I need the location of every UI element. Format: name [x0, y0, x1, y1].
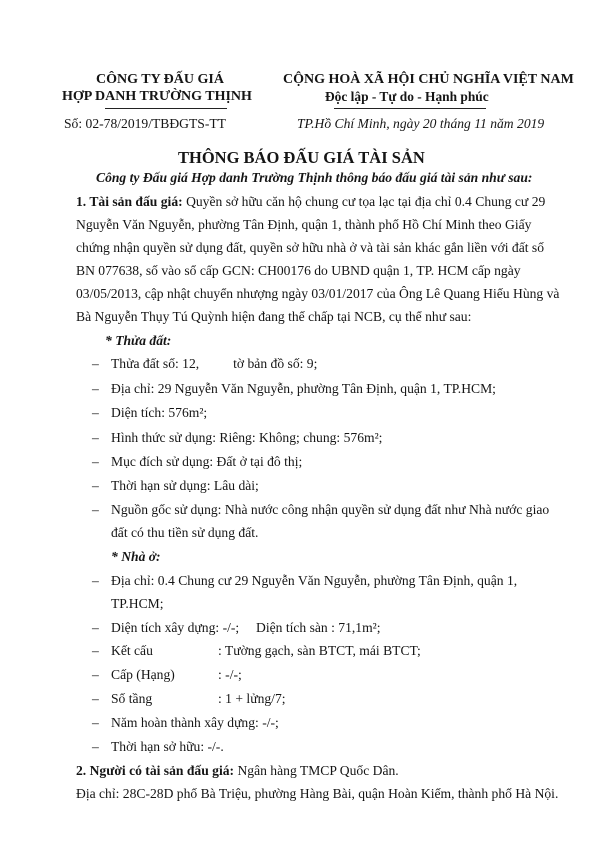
company-name-line2: HỢP DANH TRƯỜNG THỊNH [62, 89, 252, 104]
document-title: THÔNG BÁO ĐẤU GIÁ TÀI SẢN [178, 148, 425, 167]
section-1-line: chứng nhận quyền sử dụng đất, quyền sở hữu nhà ở và tài sản khác gắn liền với đất số [76, 240, 545, 255]
house-floors-value: : 1 + lửng/7; [218, 691, 286, 706]
bullet-dash: – [92, 691, 99, 706]
house-floors-label: Số tầng [111, 691, 153, 706]
bullet-dash: – [92, 405, 99, 420]
land-item: Thời hạn sử dụng: Lâu dài; [111, 478, 259, 493]
house-address: Địa chỉ: 0.4 Chung cư 29 Nguyễn Văn Nguyễn, phường Tân Định, quận 1, [111, 573, 518, 588]
section-2-line [76, 763, 399, 779]
bullet-dash: – [92, 356, 99, 371]
section-1-line: Bà Nguyễn Thụy Tú Quỳnh hiện đang thế chấp tại NCB, cụ thể như sau: [76, 309, 472, 324]
land-item: Diện tích: 576m²; [111, 405, 208, 420]
land-item: Nguồn gốc sử dụng: Nhà nước công nhận quyền sử dụng đất như Nhà nước giao [111, 502, 550, 517]
section-1-line: Nguyễn Văn Nguyễn, phường Tân Định, quận 1, thành phố Hồ Chí Minh theo Giấy [76, 217, 532, 232]
company-name-line1: CÔNG TY ĐẤU GIÁ [96, 72, 224, 87]
house-year-built: Năm hoàn thành xây dựng: -/-; [111, 715, 279, 730]
land-heading: * Thửa đất: [105, 333, 172, 348]
motto-underline [334, 108, 486, 109]
house-ownership-term: Thời hạn sở hữu: -/-. [111, 739, 224, 754]
bullet-dash: – [92, 381, 99, 396]
bullet-dash: – [92, 573, 99, 588]
bullet-dash: – [92, 454, 99, 469]
bullet-dash: – [92, 478, 99, 493]
land-item: Thửa đất số: 12, tờ bản đồ số: 9; [111, 356, 318, 371]
house-floor-area: Diện tích sàn : 71,1m²; [256, 620, 381, 635]
house-address-continued: TP.HCM; [111, 596, 164, 611]
land-item: Hình thức sử dụng: Riêng: Không; chung: 576m²; [111, 430, 383, 445]
house-structure-label: Kết cấu [111, 643, 153, 658]
bullet-dash: – [92, 667, 99, 682]
house-grade-value: : -/-; [218, 667, 242, 682]
section-2-label: 2. Người có tài sản đấu giá: [76, 763, 235, 778]
section-1-label: 1. Tài sản đấu giá: [76, 194, 183, 209]
bullet-dash: – [92, 620, 99, 635]
house-heading: * Nhà ở: [111, 549, 161, 564]
section-1-first-line [76, 194, 545, 210]
land-item: Địa chỉ: 29 Nguyễn Văn Nguyễn, phường Tân Định, quận 1, TP.HCM; [111, 381, 496, 396]
document-date: TP.Hồ Chí Minh, ngày 20 tháng 11 năm 2019 [297, 116, 545, 131]
bullet-dash: – [92, 739, 99, 754]
bullet-dash: – [92, 643, 99, 658]
house-grade-label: Cấp (Hạng) [111, 667, 175, 682]
section-1-line: 03/05/2013, cập nhật chuyển nhượng ngày 03/01/2017 của Ông Lê Quang Hiếu Hùng và [76, 286, 560, 301]
house-built-area: Diện tích xây dựng: -/-; [111, 620, 240, 635]
bullet-dash: – [92, 715, 99, 730]
section-2-value: Ngân hàng TMCP Quốc Dân. [237, 763, 399, 778]
section-2-address: Địa chỉ: 28C-28D phố Bà Triệu, phường Hàng Bài, quận Hoàn Kiếm, thành phố Hà Nội. [76, 786, 559, 801]
national-motto: Độc lập - Tự do - Hạnh phúc [325, 89, 489, 104]
reference-number: Số: 02-78/2019/TBĐGTS-TT [64, 116, 226, 131]
section-1-text: Quyền sở hữu căn hộ chung cư tọa lạc tại địa chỉ 0.4 Chung cư 29 [186, 194, 546, 209]
land-item-continued: đất có thu tiền sử dụng đất. [111, 525, 259, 540]
company-underline [105, 108, 227, 109]
land-item: Mục đích sử dụng: Đất ở tại đô thị; [111, 454, 303, 469]
section-1-line: BN 077638, số vào sổ cấp GCN: CH00176 do UBND quận 1, TP. HCM cấp ngày [76, 263, 521, 278]
bullet-dash: – [92, 502, 99, 517]
bullet-dash: – [92, 430, 99, 445]
document-subtitle: Công ty Đấu giá Hợp danh Trường Thịnh thông báo đấu giá tài sản như sau: [96, 170, 533, 185]
national-title: CỘNG HOÀ XÃ HỘI CHỦ NGHĨA VIỆT NAM [283, 72, 574, 87]
house-structure-value: : Tường gạch, sàn BTCT, mái BTCT; [218, 643, 421, 658]
